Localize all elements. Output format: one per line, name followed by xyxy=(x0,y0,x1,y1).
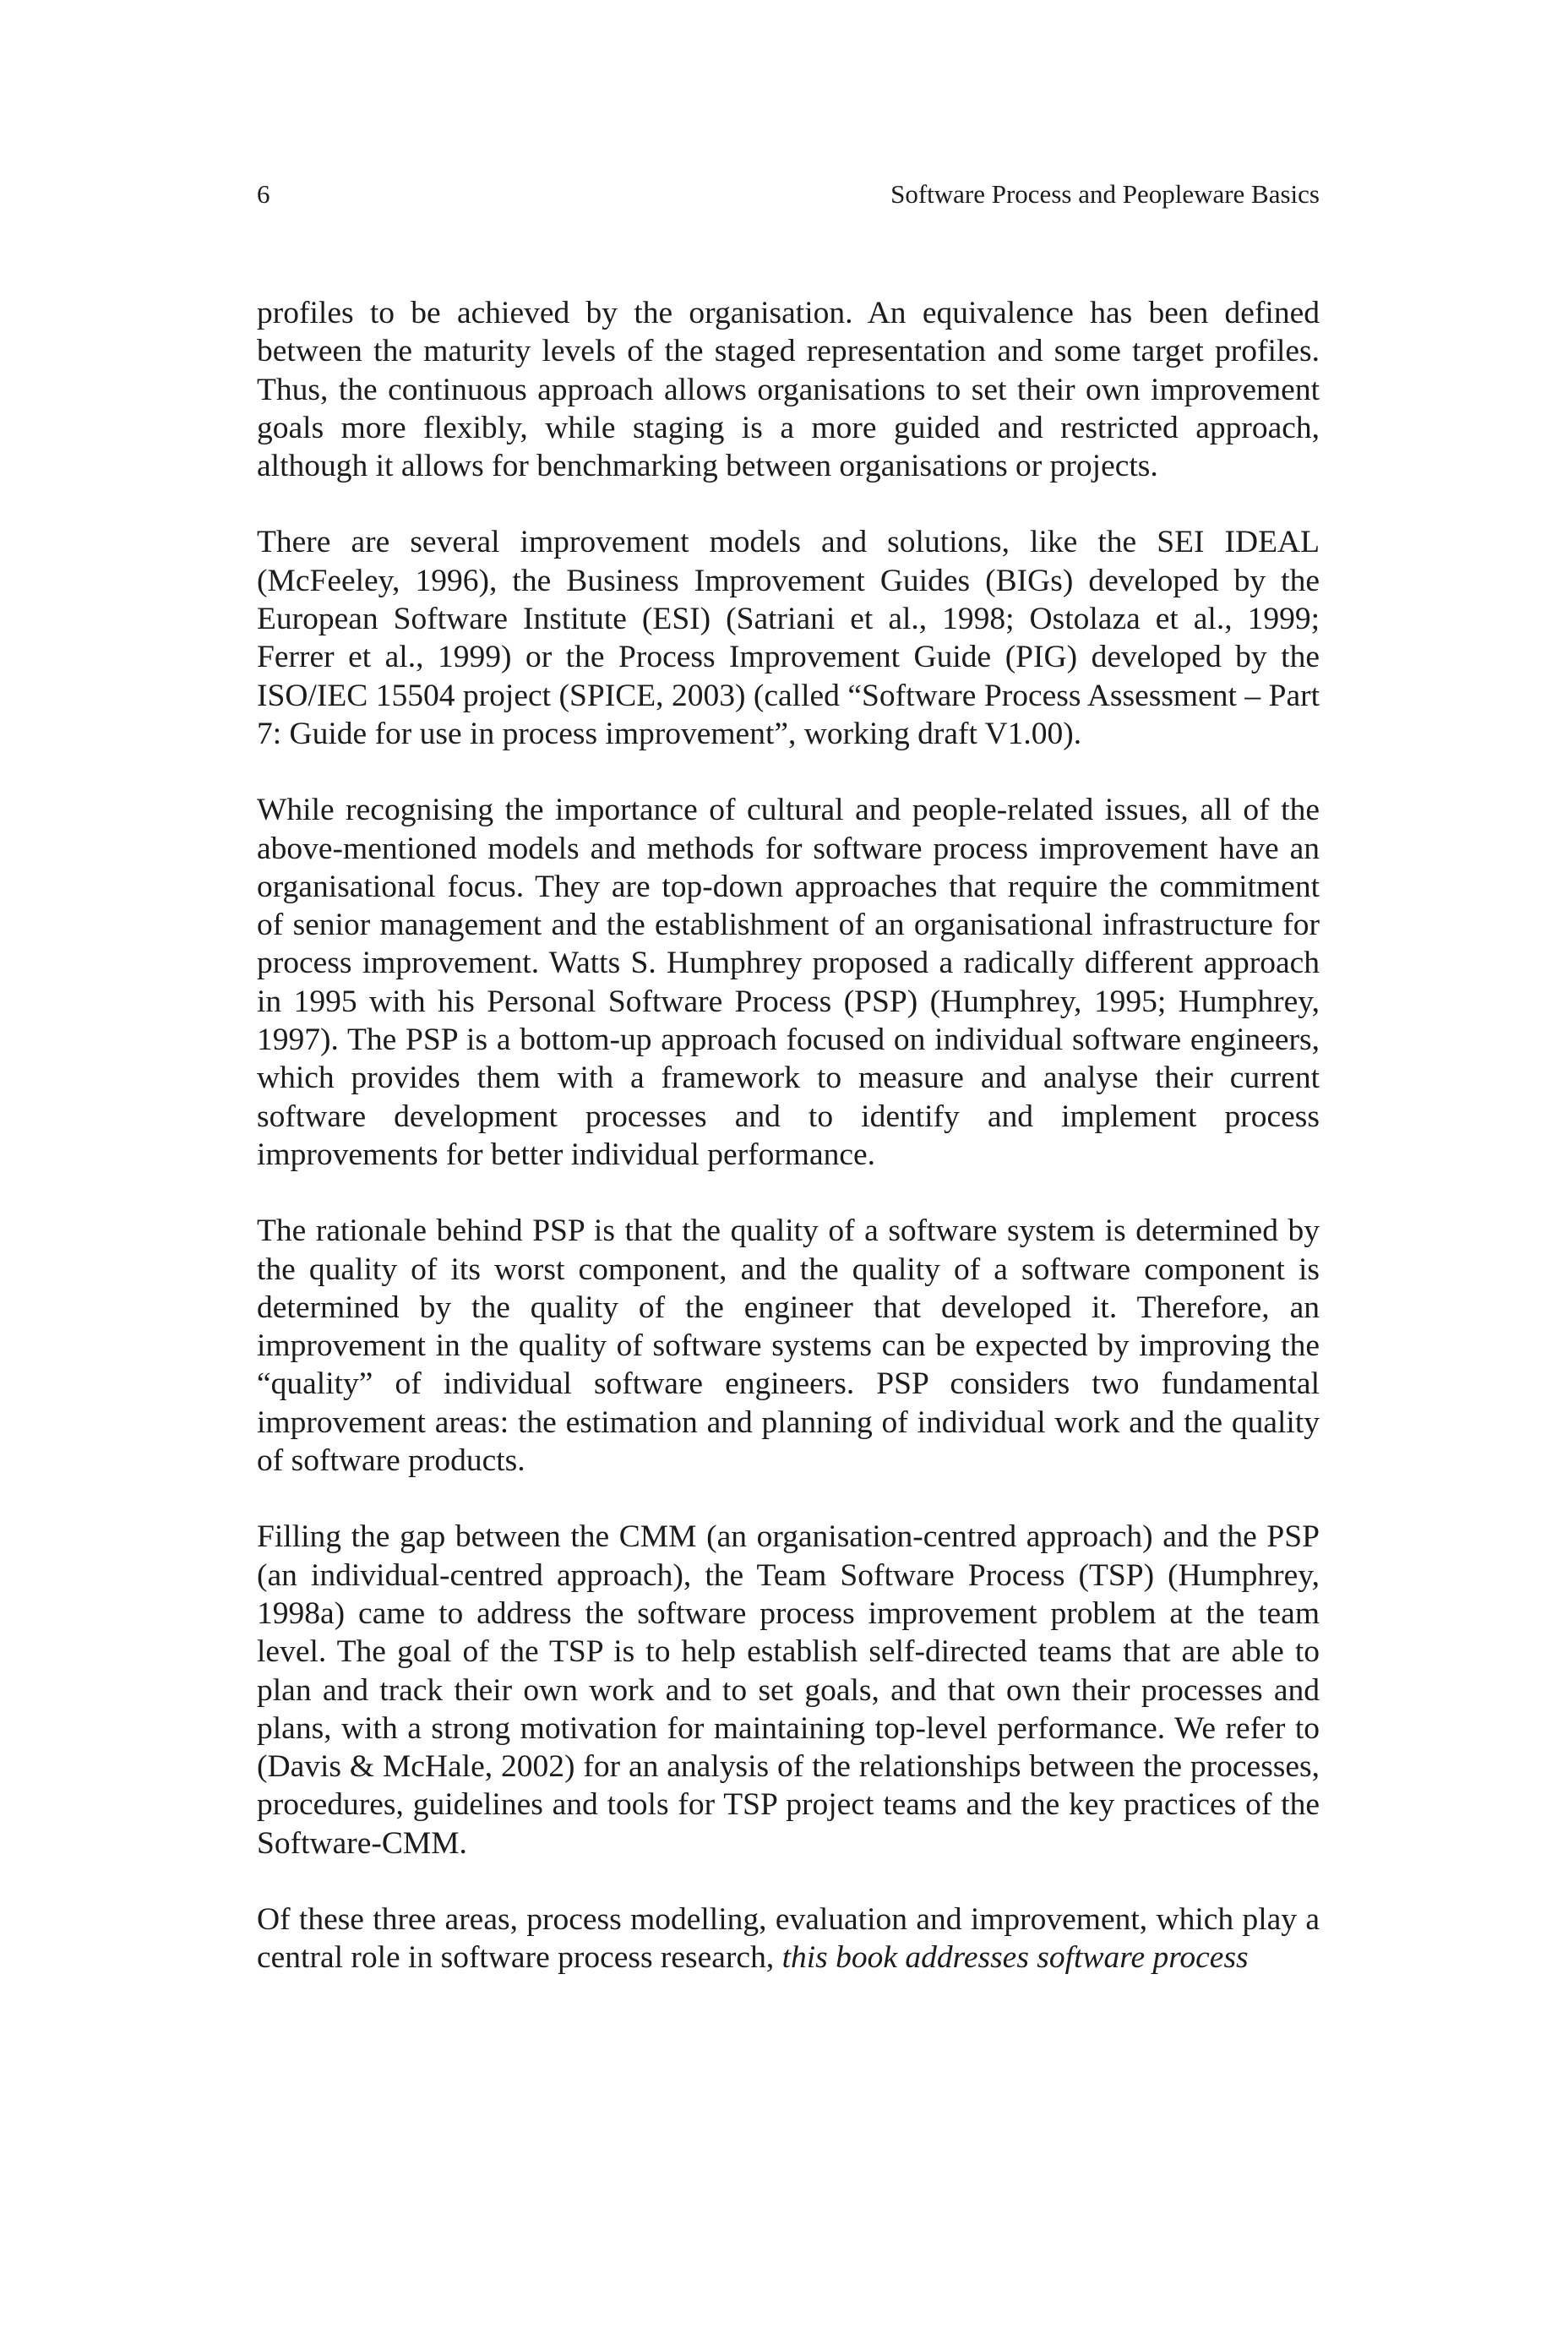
page-number: 6 xyxy=(257,179,270,209)
paragraph-improvement-models: There are several improvement models and solutions, like the SEI IDEAL (McFeeley, 1996), the Business Improvement Guides (BIGs) developed by the European Software Institute (ESI) (Satriani et al., 1998; Ostolaza et al., 1999; Ferrer et al., 1999) or the Process Improvement Guide (PIG) developed by the ISO/IEC 15504 project (SPICE, 2003) (called “Software Process Assessment – Part 7: Guide for use in process improvement”, working draft V1.00). xyxy=(257,525,1320,751)
paragraph-psp-introduction: While recognising the importance of cultural and people-related issues, all of the above-mentioned models and methods for software process improvement have an organisational focus. They are top-down approaches that require the commitment of senior management and the establishment of an organisational infrastructure for process improvement. Watts S. Humphrey proposed a radically different approach in 1995 with his Personal Software Process (PSP) (Humphrey, 1995; Humphrey, 1997). The PSP is a bottom-up approach focused on individual software engineers, which provides them with a framework to measure and analyse their current software development processes and to identify and implement process improvements for better individual performance. xyxy=(257,793,1320,1172)
running-title: Software Process and Peopleware Basics xyxy=(890,179,1320,209)
paragraph-tsp: Filling the gap between the CMM (an organisation-centred approach) and the PSP (an individual-centred approach), the Team Software Process (TSP) (Humphrey, 1998a) came to address the software process improvement problem at the team level. The goal of the TSP is to help establish self-directed teams that are able to plan and track their own work and to set goals, and that own their processes and plans, with a strong motivation for maintaining top-level performance. We refer to (Davis & McHale, 2002) for an analysis of the relationships between the processes, procedures, guidelines and tools for TSP project teams and the key practices of the Software-CMM. xyxy=(257,1519,1320,1861)
book-scope-emphasis: this book addresses software process xyxy=(781,1940,1249,1976)
body-text xyxy=(257,294,1320,1977)
book-scope-text: Of these three areas, process modelling, evaluation and improvement, which play a central role in software process research, xyxy=(257,1901,1320,1976)
paragraph-book-scope xyxy=(257,1901,1320,1977)
paragraph-psp-rationale: The rationale behind PSP is that the quality of a software system is determined by the quality of its worst component, and the quality of a software component is determined by the quality of the engineer that developed it. Therefore, an improvement in the quality of software systems can be expected by improving the “quality” of individual software engineers. PSP considers two fundamental improvement areas: the estimation and planning of individual work and the quality of software products. xyxy=(257,1213,1320,1479)
paragraph-profiles: profiles to be achieved by the organisation. An equivalence has been defined between the maturity levels of the staged representation and some target profiles. Thus, the continuous approach allows organisations to set their own improvement goals more flexibly, while staging is a more guided and restricted approach, although it allows for benchmarking between organisations or projects. xyxy=(257,296,1320,484)
page-header xyxy=(257,179,1320,221)
